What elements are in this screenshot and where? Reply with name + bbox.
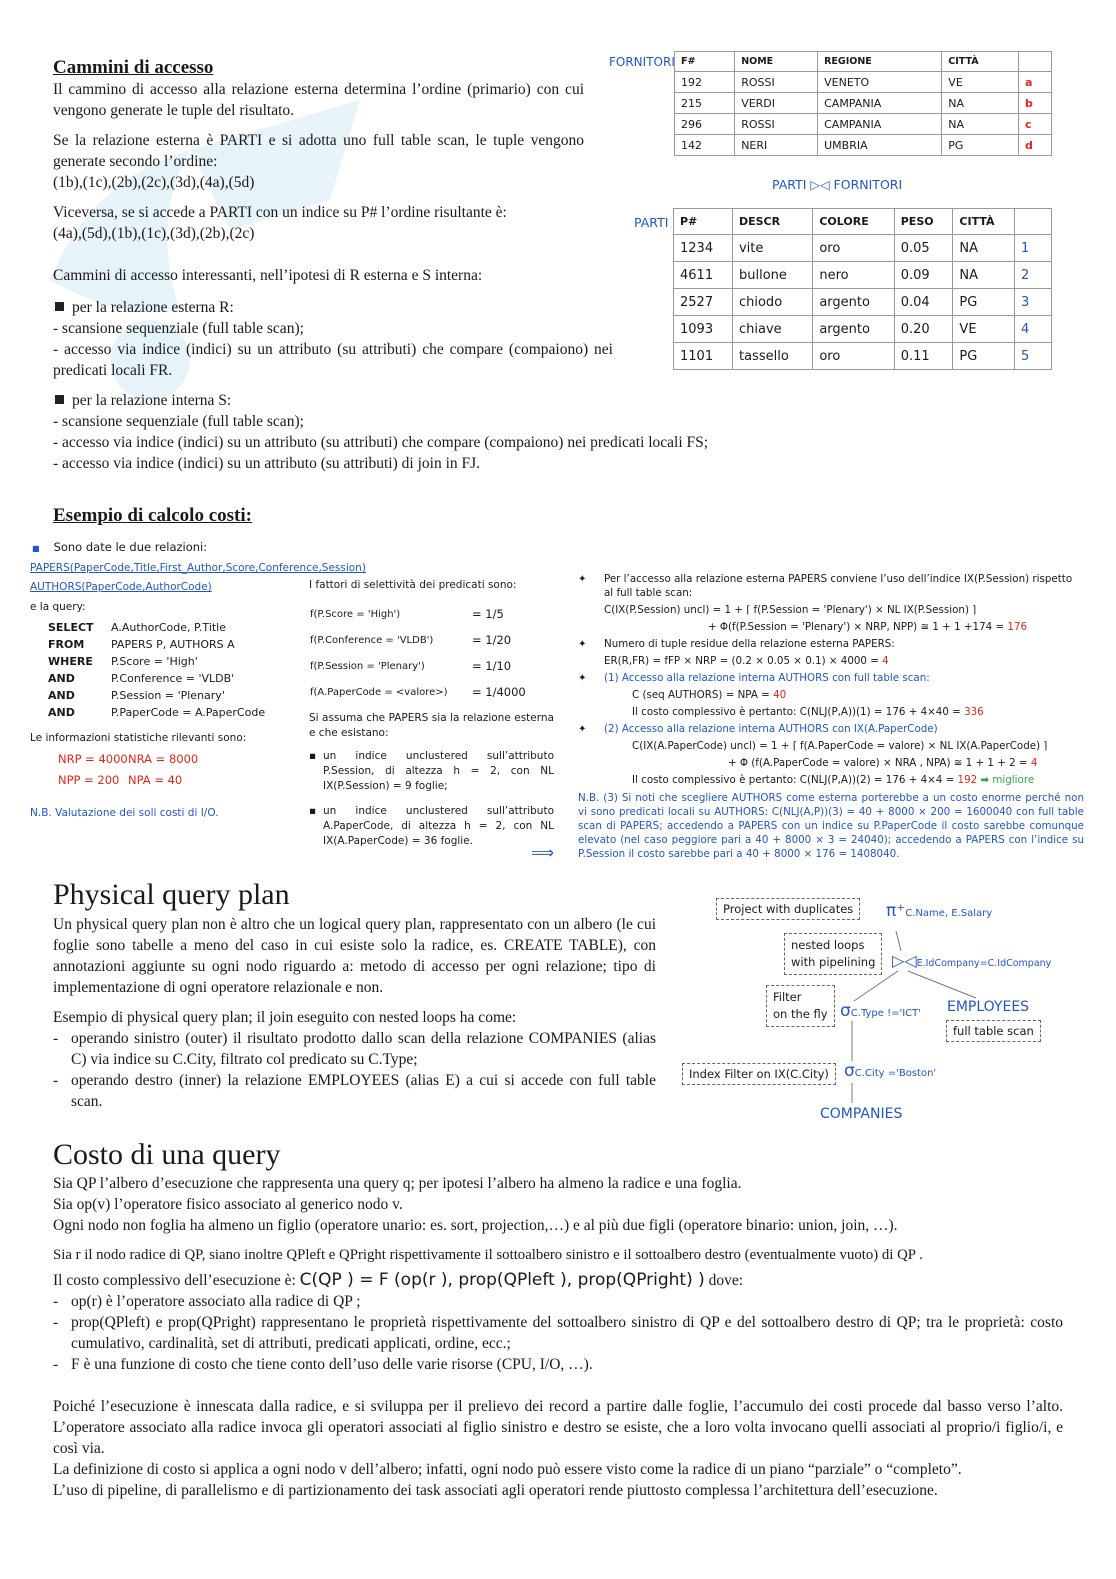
stat-nrp: NRP = 4000	[58, 752, 128, 766]
para-parti-esterna: Se la relazione esterna è PARTI e si adotta uno full table scan, le tuple vengono generate secondo l’ordine:	[53, 132, 584, 170]
selectivity-table	[309, 601, 527, 705]
next-arrow-icon: ⟹	[531, 843, 554, 862]
sql-clause: P.PaperCode = A.PaperCode	[111, 706, 266, 719]
selectivity-row	[309, 679, 527, 705]
row-tag: b	[1019, 93, 1052, 114]
para-cammini-interessanti: Cammini di accesso interessanti, nell’ipotesi di R esterna e S interna:	[53, 267, 483, 284]
query-plan-tree	[676, 893, 1076, 1128]
cell: nero	[813, 262, 894, 289]
cell: chiodo	[732, 289, 812, 316]
cell: CAMPANIA	[818, 114, 942, 135]
cost-text: + Φ(f(P.Session = 'Plenary') × NRP, NPP) ≅ 1 + 1 +174 =	[708, 621, 1005, 633]
annotation-index-filter: Index Filter on IX(C.City)	[682, 1063, 836, 1085]
col-header: COLORE	[813, 209, 894, 235]
cell: NA	[953, 235, 1015, 262]
bullet-icon: ✦	[578, 573, 587, 585]
cell: 4611	[674, 262, 733, 289]
costo-list	[53, 1291, 1063, 1375]
nb-note	[578, 791, 1084, 861]
cost-text: + Φ (f(A.PaperCode = valore) × NRA , NPA) ≅ 1 + 1 + 2 =	[728, 757, 1028, 769]
sql-line	[48, 704, 266, 721]
stats-row-1	[58, 752, 292, 767]
query-intro: e la query:	[30, 601, 86, 613]
sql-clause: A.AuthorCode, P.Title	[111, 621, 227, 634]
assume-text: Si assuma che PAPERS sia la relazione esterna e che esistano:	[309, 712, 554, 739]
cell: PG	[953, 289, 1015, 316]
cost-text: (1) Accesso alla relazione interna AUTHORS con full table scan:	[604, 672, 930, 684]
cell: 142	[675, 135, 735, 156]
nb-io	[30, 806, 292, 821]
cost-text: (2) Accesso alla relazione interna AUTHORS con IX(A.PaperCode)	[604, 723, 938, 735]
para-indice: Viceversa, se si accede a PARTI con un indice su P# l’ordine risultante è:	[53, 204, 507, 221]
cost-formula: C(QP ) = F (op(r ), prop(QPleft ), prop(QPright) )	[299, 1270, 705, 1290]
stat-nra: NRA = 8000	[128, 752, 199, 766]
sql-clause: P.Session = 'Plenary'	[111, 689, 225, 702]
row-tag: d	[1019, 135, 1052, 156]
selection-operator-city	[844, 1061, 936, 1081]
section-heading-esempio: Esempio di calcolo costi:	[53, 505, 252, 526]
table-row	[674, 235, 1052, 262]
physical-para-2: Esempio di physical query plan; il join eseguito con nested loops ha come:	[53, 1009, 517, 1026]
annotation-line: with pipelining	[791, 955, 876, 969]
col-header: PESO	[894, 209, 953, 235]
cell: tassello	[732, 343, 812, 370]
sql-query	[48, 619, 266, 721]
col-header: P#	[674, 209, 733, 235]
table-row	[674, 289, 1052, 316]
cell: chiave	[732, 316, 812, 343]
stats-row-2	[58, 773, 292, 788]
costo-para-4: L’uso di pipeline, di parallelismo e di partizionamento dei task associati agli operatori rende piuttosto complessa l’architettura dell’esecuzione.	[53, 1482, 938, 1499]
selectivity-row	[309, 653, 527, 679]
row-tag: 4	[1015, 316, 1052, 343]
cell: VE	[953, 316, 1015, 343]
bullet-square	[55, 395, 64, 404]
sql-clause: PAPERS P, AUTHORS A	[111, 638, 235, 651]
section-heading-physical: Physical query plan	[53, 878, 290, 911]
cell: VENETO	[818, 72, 942, 93]
row-tag: a	[1019, 72, 1052, 93]
cost-text: C (seq AUTHORS) = NPA =	[632, 689, 770, 701]
int-item-1: - scansione sequenziale (full table scan);	[53, 413, 304, 430]
cost-formula	[578, 620, 1084, 634]
section-heading-costo: Costo di una query	[53, 1138, 281, 1171]
bullet-icon: ■	[32, 544, 40, 553]
cell: 215	[675, 93, 735, 114]
nb-note-text: N.B. (3) Si noti che scegliere AUTHORS come esterna porterebbe a un costo enorme perché non vi sono predicati locali su AUTHORS: C(NLJ(A,P))(3) = 40 + 8000 × 200 = 1600040 con full table scan di PAPERS; accedendo a PAPERS con un indice su P.PaperCode il costo sarebbe comunque elevato (nel caso peggiore pari a 40 + 8000 × 3 = 24040); accedendo a PAPERS con l’indice su P.Session il costo sarebbe pari a 40 + 8000 × 176 = 1408040.	[578, 792, 1084, 860]
physical-list	[53, 1028, 656, 1112]
col-header: NOME	[735, 52, 818, 72]
cost-formula: C(IX(P.Session) uncl) = 1 + ⌈ f(P.Session = 'Plenary') × NL IX(P.Session) ⌉	[604, 604, 977, 616]
cell: VERDI	[735, 93, 818, 114]
cost-formula	[578, 705, 1084, 719]
costo-formula-line	[53, 1270, 1063, 1291]
bullet-icon: ✦	[578, 638, 587, 650]
sql-clause: P.Conference = 'VLDB'	[111, 672, 235, 685]
table-row	[675, 93, 1052, 114]
annotation-project: Project with duplicates	[716, 898, 860, 920]
sql-line	[48, 653, 266, 670]
cell: 0.09	[894, 262, 953, 289]
cell: 1234	[674, 235, 733, 262]
arrow-right-icon: ➡	[980, 774, 990, 786]
selection-symbol: σ	[840, 1001, 851, 1021]
cost-value: 176	[1007, 621, 1028, 633]
cell: 296	[675, 114, 735, 135]
selectivity-pred: f(P.Session = 'Plenary')	[310, 660, 425, 672]
costo-line-1: Sia QP l’albero d’esecuzione che rappresenta una query q; per ipotesi l’albero ha almeno la radice e una foglia.	[53, 1175, 742, 1192]
selectivity-val: = 1/5	[472, 606, 504, 621]
cell: 0.04	[894, 289, 953, 316]
cell: ROSSI	[735, 72, 818, 93]
cost-line	[578, 572, 1084, 600]
cell: PG	[953, 343, 1015, 370]
cell: oro	[813, 343, 894, 370]
annotation-filter	[766, 985, 835, 1027]
list-item: - prop(QPleft) e prop(QPright) rappresentano le proprietà rispettivamente del sottoalbero sinistro di QP e del sottoalbero destro di QP; tra le proprietà: costo cumulativo, cardinalità, set di attributi, predicati applicati, ordine, ecc.;	[53, 1312, 1063, 1354]
row-tag: 5	[1015, 343, 1052, 370]
fornitori-header-row	[675, 52, 1052, 72]
sql-keyword: AND	[48, 672, 75, 685]
selectivity-val: = 1/10	[472, 658, 512, 673]
cell: PG	[942, 135, 1019, 156]
annotation-nested-loops	[784, 933, 882, 975]
selection-operator-type	[840, 1001, 921, 1021]
sql-clause: P.Score = 'High'	[111, 655, 198, 668]
formula-intro: Il costo complessivo dell’esecuzione è:	[53, 1272, 296, 1289]
cost-formula: C(IX(A.PaperCode) uncl) = 1 + ⌈ f(A.PaperCode = valore) × NL IX(A.PaperCode) ⌉	[632, 740, 1048, 752]
costo-para-3: La definizione di costo si applica a ogni nodo v dell’albero; infatti, ogni nodo può essere visto come la radice di un piano “parziale” o “completo”.	[53, 1461, 962, 1478]
parti-label: PARTI	[634, 215, 669, 230]
formula-dove: dove:	[708, 1272, 744, 1289]
row-tag: c	[1019, 114, 1052, 135]
sql-line	[48, 687, 266, 704]
bullet-icon: ▪	[309, 750, 317, 762]
costo-line-3: Ogni nodo non foglia ha almeno un figlio (operatore unario: es. sort, projection,…) e al più due figli (operatore binario: union, join, …).	[53, 1217, 898, 1234]
tree-edge	[854, 971, 898, 1001]
cost-text: ER(R,FR) = fFP × NRP = (0.2 × 0.05 × 0.1) × 4000 =	[604, 655, 879, 667]
join-condition: E.IdCompany=C.IdCompany	[916, 958, 1052, 969]
annotation-full-table-scan: full table scan	[946, 1020, 1041, 1042]
section-heading-cammini: Cammini di accesso	[53, 57, 214, 78]
cell: VE	[942, 72, 1019, 93]
ext-item-2: - accesso via indice (indici) su un attributo (su attributi) che compare (compaiono) nei predicati locali FR.	[53, 341, 613, 379]
int-head-label: per la relazione interna S:	[72, 392, 232, 409]
index-2-text: un indice unclustered sull’attributo A.PaperCode, di altezza h = 2, con NL IX(A.PaperCode) = 36 foglie.	[323, 805, 554, 847]
cell: NERI	[735, 135, 818, 156]
cost-line	[578, 637, 1084, 651]
best-label: migliore	[992, 774, 1035, 786]
order-full-scan: (1b),(1c),(2b),(2c),(3d),(4a),(5d)	[53, 174, 255, 191]
join-operator	[892, 951, 1051, 970]
cell: 1101	[674, 343, 733, 370]
section1-lists	[53, 265, 613, 381]
cell: ROSSI	[735, 114, 818, 135]
table-row	[675, 114, 1052, 135]
cost-text: Il costo complessivo è pertanto: C(NLJ(P,A))(1) = 176 + 4×40 =	[632, 706, 961, 718]
cell: NA	[953, 262, 1015, 289]
sql-keyword: SELECT	[48, 621, 94, 634]
cost-value: 192	[957, 774, 978, 786]
sql-line	[48, 619, 266, 636]
projection-symbol: π⁺	[886, 901, 906, 921]
relation-authors: AUTHORS(PaperCode,AuthorCode)	[30, 581, 212, 593]
stat-npp: NPP = 200	[58, 773, 120, 787]
cell: 192	[675, 72, 735, 93]
cost-text: Numero di tuple residue della relazione esterna PAPERS:	[604, 638, 895, 650]
table-row	[675, 135, 1052, 156]
para-cammino: Il cammino di accesso alla relazione esterna determina l’ordine (primario) con cui vengono generate le tuple del risultato.	[53, 81, 584, 119]
companies-relation: COMPANIES	[820, 1106, 903, 1122]
stats-intro: Le informazioni statistiche rilevanti sono:	[30, 732, 247, 744]
int-item-2: - accesso via indice (indici) su un attributo (su attributi) che compare (compaiono) nei predicati locali FS;	[53, 434, 709, 451]
cell: argento	[813, 316, 894, 343]
parti-header-row	[674, 209, 1052, 235]
int-item-3: - accesso via indice (indici) su un attributo (su attributi) di join in FJ.	[53, 455, 481, 472]
bullet-icon: ✦	[578, 723, 587, 735]
col-header: REGIONE	[818, 52, 942, 72]
cell: 0.20	[894, 316, 953, 343]
cost-value: 4	[882, 655, 889, 667]
sql-keyword: WHERE	[48, 655, 93, 668]
list-item: - op(r) è l’operatore associato alla radice di QP ;	[53, 1291, 1063, 1312]
esempio-col3	[578, 572, 1084, 861]
col-header: CITTÀ	[942, 52, 1019, 72]
selection-symbol: σ	[844, 1061, 855, 1081]
tree-edge	[896, 931, 901, 951]
stat-npa: NPA = 40	[128, 773, 183, 787]
cost-value: 4	[1030, 757, 1038, 769]
parti-table	[673, 208, 1052, 370]
projection-attrs: C.Name, E.Salary	[905, 908, 993, 919]
fornitori-label: FORNITORI	[609, 55, 675, 69]
selectivity-pred: f(A.PaperCode = <valore>)	[310, 686, 448, 698]
cell: 2527	[674, 289, 733, 316]
selectivity-intro: I fattori di selettività dei predicati sono:	[309, 579, 517, 591]
col-header-empty	[1015, 209, 1052, 235]
order-index: (4a),(5d),(1b),(1c),(3d),(2b),(2c)	[53, 225, 255, 242]
cost-text: Il costo complessivo è pertanto: C(NLJ(P,A))(2) = 176 + 4×4 =	[632, 774, 955, 786]
list-item: - F è una funzione di costo che tiene conto dell’uso delle varie risorse (CPU, I/O, …).	[53, 1354, 1063, 1375]
cell: oro	[813, 235, 894, 262]
annotation-line: Filter	[773, 990, 802, 1004]
ext-head-label: per la relazione esterna R:	[72, 299, 234, 316]
cost-text: Per l’accesso alla relazione esterna PAPERS conviene l’uso dell’indice IX(P.Session) rispetto al full table scan:	[604, 573, 1073, 599]
cost-line	[578, 722, 1084, 736]
selectivity-row	[309, 601, 527, 627]
relation-papers: PAPERS(PaperCode,Title,First_Author,Score,Conference,Session)	[30, 562, 366, 574]
cost-line	[578, 671, 1084, 685]
selectivity-val: = 1/20	[472, 632, 512, 647]
cell: 0.11	[894, 343, 953, 370]
table-row	[675, 72, 1052, 93]
intro-text: Sono date le due relazioni:	[53, 540, 208, 554]
join-label: PARTI ▷◁ FORNITORI	[772, 177, 903, 192]
bullet-square	[55, 302, 64, 311]
selectivity-row	[309, 627, 527, 653]
index-2	[309, 804, 554, 849]
cost-formula	[578, 654, 1084, 668]
sql-line	[48, 636, 266, 653]
col-header: CITTÀ	[953, 209, 1015, 235]
cost-formula	[578, 773, 1084, 787]
fornitori-table	[674, 51, 1052, 156]
cell: vite	[732, 235, 812, 262]
cost-formula	[578, 688, 1084, 702]
cell: CAMPANIA	[818, 93, 942, 114]
costo-line-4: Sia r il nodo radice di QP, siano inoltre QPleft e QPright rispettivamente il sottoalbero sinistro e il sottoalbero destro (eventualmente vuoto) di QP .	[53, 1247, 923, 1263]
list-item: - operando sinistro (outer) il risultato prodotto dallo scan della relazione COMPANIES (alias C) via indice su C.City, filtrato col predicato su C.Type;	[53, 1028, 656, 1070]
cost-value: 40	[773, 689, 787, 701]
nb-io-text: N.B. Valutazione dei soli costi di I/O.	[30, 807, 219, 819]
sql-keyword: FROM	[48, 638, 85, 651]
employees-relation: EMPLOYEES	[947, 999, 1030, 1015]
projection-operator	[886, 901, 992, 921]
cost-value: 336	[964, 706, 984, 718]
table-row	[674, 343, 1052, 370]
selectivity-pred: f(P.Score = 'High')	[310, 608, 401, 620]
tree-edge	[908, 971, 976, 998]
selection-condition: C.Type !='ICT'	[850, 1008, 922, 1019]
annotation-line: nested loops	[791, 938, 865, 952]
cell: 0.05	[894, 235, 953, 262]
cell: UMBRIA	[818, 135, 942, 156]
ext-item-1: - scansione sequenziale (full table scan);	[53, 320, 304, 337]
sql-keyword: AND	[48, 706, 75, 719]
selectivity-val: = 1/4000	[472, 684, 526, 699]
annotation-line: on the fly	[773, 1007, 828, 1021]
costo-line-2: Sia op(v) l’operatore fisico associato al generico nodo v.	[53, 1196, 403, 1213]
cell: NA	[942, 93, 1019, 114]
list-item: - operando destro (inner) la relazione EMPLOYEES (alias E) a cui si accede con full table scan.	[53, 1070, 656, 1112]
sql-keyword: AND	[48, 689, 75, 702]
row-tag: 2	[1015, 262, 1052, 289]
bullet-icon: ▪	[309, 805, 317, 817]
physical-text	[53, 914, 656, 1112]
col-header-empty	[1019, 52, 1052, 72]
physical-para-1: Un physical query plan non è altro che un logical query plan, rappresentato con un albero (le cui foglie sono tabelle a meno del caso in cui esiste solo la radice, es. CREATE TABLE), con annotazioni aggiunte su ogni nodo riguardo a: metodo di accesso per ogni relazione; tipo di implementazione di ogni operatore relazionale e non.	[53, 916, 656, 996]
table-row	[674, 316, 1052, 343]
selectivity-pred: f(P.Conference = 'VLDB')	[310, 634, 434, 646]
bullet-icon: ✦	[578, 672, 587, 684]
costo-text	[53, 1173, 1063, 1501]
intro-line	[32, 540, 292, 556]
int-head	[53, 390, 1063, 411]
section1-lists-int	[53, 390, 1063, 474]
col-header: F#	[675, 52, 735, 72]
cost-formula	[578, 756, 1084, 770]
cell: bullone	[732, 262, 812, 289]
esempio-col2	[309, 578, 554, 860]
ext-head	[53, 297, 613, 318]
cell: NA	[942, 114, 1019, 135]
index-1	[309, 749, 554, 794]
row-tag: 3	[1015, 289, 1052, 316]
cell: argento	[813, 289, 894, 316]
selection-condition: C.City ='Boston'	[854, 1068, 937, 1079]
sql-line	[48, 670, 266, 687]
col-header: DESCR	[732, 209, 812, 235]
cell: 1093	[674, 316, 733, 343]
row-tag: 1	[1015, 235, 1052, 262]
costo-para-2: Poiché l’esecuzione è innescata dalla radice, e si sviluppa per il prelievo dei record a partire dalle foglie, l’accumulo dei costi procede dal basso verso l’alto. L’operatore associato alla radice invoca gli operatori associati al figlio sinistro e destro se esiste, che a loro volta invocano quelli associati al proprio/i figlio/i, e così via.	[53, 1398, 1063, 1457]
table-row	[674, 262, 1052, 289]
section1-text	[53, 79, 584, 244]
join-symbol: ▷◁	[892, 951, 917, 970]
index-1-text: un indice unclustered sull’attributo P.Session, di altezza h = 2, con NL IX(P.Session) = 9 foglie;	[323, 750, 554, 792]
